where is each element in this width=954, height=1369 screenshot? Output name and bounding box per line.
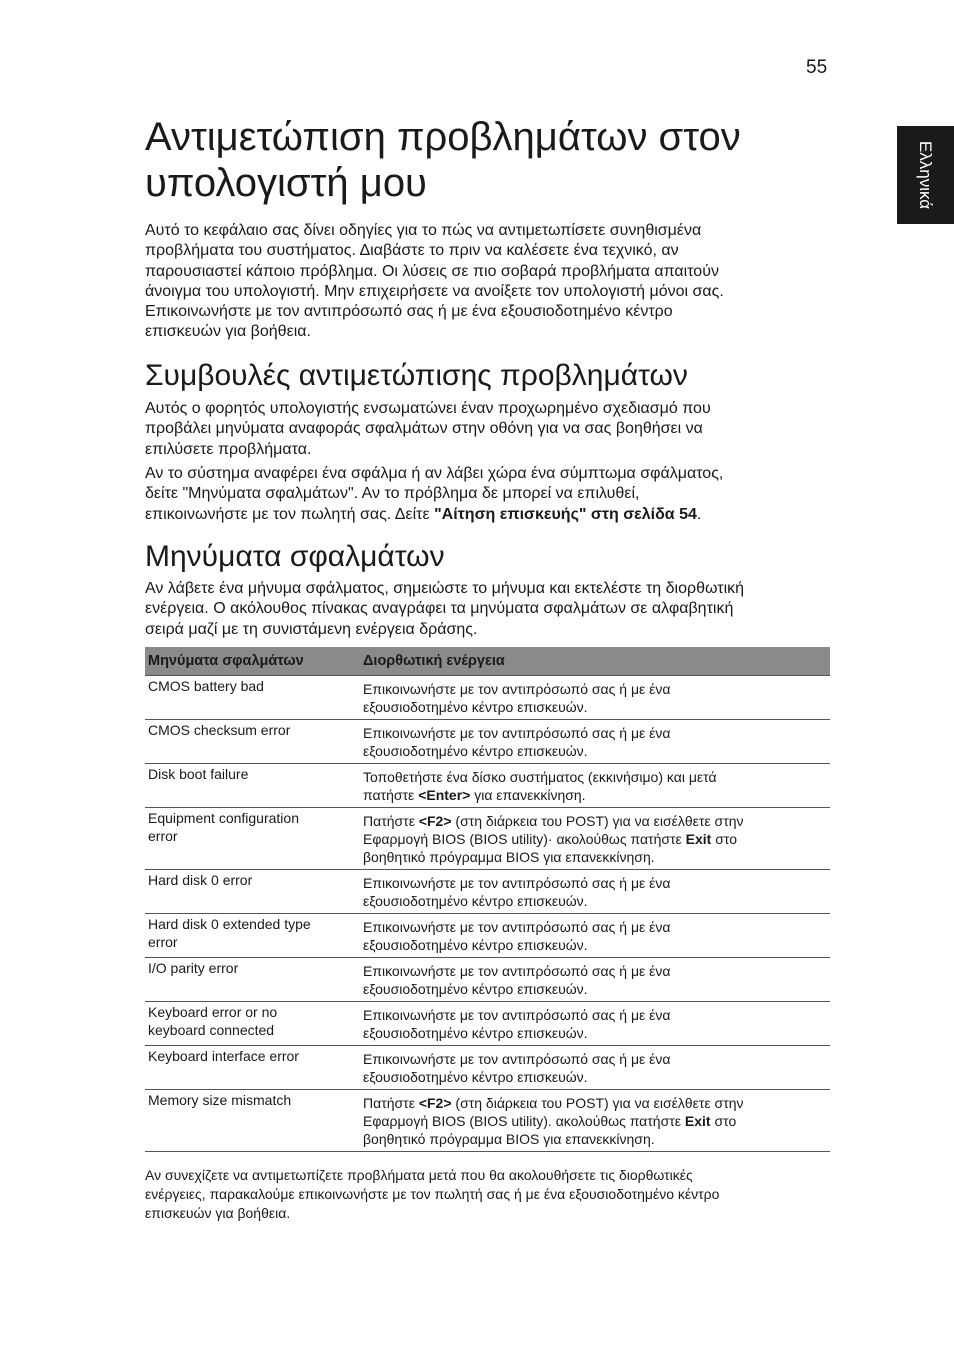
cross-reference-link[interactable]: "Αίτηση επισκευής" στη σελίδα 54 bbox=[434, 505, 697, 523]
error-message-cell bbox=[145, 1046, 348, 1090]
corrective-action-line bbox=[363, 812, 830, 830]
corrective-action-cell bbox=[348, 720, 830, 764]
action-text: Επικοινωνήστε με τον αντιπρόσωπό σας ή με ένα bbox=[363, 1007, 671, 1023]
action-text: εξουσιοδοτημένο κέντρο επισκευών. bbox=[363, 937, 588, 953]
paragraph-line: Αυτός ο φορητός υπολογιστής ενσωματώνει έναν προχωρημένο σχεδιασμό που bbox=[145, 400, 711, 417]
corrective-action-line bbox=[363, 1006, 830, 1024]
corrective-action-cell bbox=[348, 808, 830, 870]
error-message-text: error bbox=[148, 934, 178, 950]
action-text: Επικοινωνήστε με τον αντιπρόσωπό σας ή με ένα bbox=[363, 725, 671, 741]
paragraph-text: . bbox=[696, 505, 702, 523]
error-table-container bbox=[145, 647, 830, 1152]
corrective-action-cell bbox=[348, 958, 830, 1002]
table-row bbox=[145, 870, 830, 914]
error-message-text: Equipment configuration bbox=[148, 810, 299, 826]
corrective-action-line bbox=[363, 698, 830, 716]
corrective-action-cell bbox=[348, 1002, 830, 1046]
language-tab-label: Ελληνικά bbox=[916, 140, 935, 210]
action-text: για επανεκκίνηση. bbox=[470, 787, 586, 803]
action-text: εξουσιοδοτημένο κέντρο επισκευών. bbox=[363, 1025, 588, 1041]
corrective-action-line bbox=[363, 980, 830, 998]
key-name: Exit bbox=[685, 831, 712, 847]
table-row bbox=[145, 676, 830, 720]
footnote-line: επισκευών για βοήθεια. bbox=[145, 1205, 291, 1221]
action-text: βοηθητικό πρόγραμμα BIOS για επανεκκίνηση. bbox=[363, 1131, 655, 1147]
action-text: Επικοινωνήστε με τον αντιπρόσωπό σας ή με ένα bbox=[363, 963, 671, 979]
corrective-action-line bbox=[363, 874, 830, 892]
table-row bbox=[145, 720, 830, 764]
key-name: <F2> bbox=[418, 1095, 452, 1111]
footnote-line: ενέργειες, παρακαλούμε επικοινωνήστε με τον πωλητή σας ή με ένα εξουσιοδοτημένο κέντρο bbox=[145, 1186, 720, 1202]
table-row bbox=[145, 808, 830, 870]
corrective-action-cell bbox=[348, 1046, 830, 1090]
action-text: Επικοινωνήστε με τον αντιπρόσωπό σας ή με ένα bbox=[363, 919, 671, 935]
corrective-action-line bbox=[363, 892, 830, 910]
error-message-text: CMOS checksum error bbox=[148, 722, 291, 738]
corrective-action-cell bbox=[348, 764, 830, 808]
action-text: Τοποθετήστε ένα δίσκο συστήματος (εκκινήσιμο) και μετά bbox=[363, 769, 717, 785]
paragraph-line: Αν λάβετε ένα μήνυμα σφάλματος, σημειώστε το μήνυμα και εκτελέστε τη διορθωτική bbox=[145, 580, 745, 597]
error-message-cell bbox=[145, 1002, 348, 1046]
error-message-text: keyboard connected bbox=[148, 1022, 275, 1038]
error-message-cell bbox=[145, 914, 348, 958]
section-heading-tips: Συμβουλές αντιμετώπισης προβλημάτων bbox=[145, 359, 688, 392]
language-tab bbox=[897, 126, 954, 224]
table-header-action: Διορθωτική ενέργεια bbox=[348, 647, 830, 676]
corrective-action-line bbox=[363, 1068, 830, 1086]
corrective-action-line bbox=[363, 1024, 830, 1042]
action-text: βοηθητικό πρόγραμμα BIOS για επανεκκίνηση. bbox=[363, 849, 655, 865]
corrective-action-line bbox=[363, 1094, 830, 1112]
intro-paragraph bbox=[145, 221, 830, 343]
corrective-action-line bbox=[363, 786, 830, 804]
error-message-text: Keyboard interface error bbox=[148, 1048, 299, 1064]
error-message-cell bbox=[145, 870, 348, 914]
section-heading-error-messages: Μηνύματα σφαλμάτων bbox=[145, 540, 445, 573]
table-header-messages: Μηνύματα σφαλμάτων bbox=[145, 647, 348, 676]
page-title bbox=[145, 114, 830, 206]
table-body bbox=[145, 676, 830, 1152]
table-row bbox=[145, 1090, 830, 1152]
corrective-action-line bbox=[363, 742, 830, 760]
action-text: Εφαρμογή BIOS (BIOS utility)· ακολούθως πατήστε bbox=[363, 831, 686, 847]
corrective-action-line bbox=[363, 918, 830, 936]
corrective-action-line bbox=[363, 830, 830, 848]
action-text: Εφαρμογή BIOS (BIOS utility). ακολούθως πατήστε bbox=[363, 1113, 685, 1129]
paragraph-line: επιλύσετε προβλήματα. bbox=[145, 440, 312, 458]
intro-line: Επικοινωνήστε με τον αντιπρόσωπό σας ή με ένα εξουσιοδοτημένο κέντρο bbox=[145, 303, 673, 321]
paragraph-line: δείτε "Μηνύματα σφαλμάτων". Αν το πρόβλημα δε μπορεί να επιλυθεί, bbox=[145, 485, 640, 503]
footnote bbox=[145, 1166, 830, 1223]
corrective-action-line bbox=[363, 962, 830, 980]
key-name: <F2> bbox=[418, 813, 452, 829]
page-title-line-1: Αντιμετώπιση προβλημάτων στον bbox=[145, 115, 741, 159]
intro-line: επισκευών για βοήθεια. bbox=[145, 323, 311, 341]
corrective-action-line bbox=[363, 768, 830, 786]
error-message-text: Hard disk 0 extended type bbox=[148, 916, 311, 932]
action-text: Επικοινωνήστε με τον αντιπρόσωπό σας ή με ένα bbox=[363, 681, 671, 697]
intro-line: άνοιγμα του υπολογιστή. Μην επιχειρήσετε να ανοίξετε τον υπολογιστή μόνοι σας. bbox=[145, 282, 724, 300]
error-message-text: Memory size mismatch bbox=[148, 1092, 292, 1108]
error-message-text: Hard disk 0 error bbox=[148, 872, 253, 888]
corrective-action-line bbox=[363, 848, 830, 866]
action-text: στο bbox=[711, 831, 738, 847]
error-message-text: Keyboard error or no bbox=[148, 1004, 278, 1020]
paragraph-line: προβάλει μηνύματα αναφοράς σφαλμάτων στην οθόνη για να σας βοηθήσει να bbox=[145, 420, 703, 438]
action-text: εξουσιοδοτημένο κέντρο επισκευών. bbox=[363, 981, 588, 997]
intro-line: Αυτό το κεφάλαιο σας δίνει οδηγίες για το πώς να αντιμετωπίσετε συνηθισμένα bbox=[145, 222, 702, 239]
error-message-text: error bbox=[148, 828, 178, 844]
action-text: εξουσιοδοτημένο κέντρο επισκευών. bbox=[363, 743, 588, 759]
action-text: (στη διάρκεια του POST) για να εισέλθετε στην bbox=[451, 1095, 744, 1111]
action-text: εξουσιοδοτημένο κέντρο επισκευών. bbox=[363, 1069, 588, 1085]
error-message-text: CMOS battery bad bbox=[148, 678, 264, 694]
paragraph-line: ενέργεια. Ο ακόλουθος πίνακας αναγράφει τα μηνύματα σφαλμάτων σε αλφαβητική bbox=[145, 600, 734, 618]
corrective-action-line bbox=[363, 680, 830, 698]
key-name: Exit bbox=[684, 1113, 711, 1129]
error-message-text: Disk boot failure bbox=[148, 766, 249, 782]
tips-paragraph-1 bbox=[145, 399, 830, 460]
corrective-action-cell bbox=[348, 1090, 830, 1152]
action-text: πατήστε bbox=[363, 787, 419, 803]
error-message-text: I/O parity error bbox=[148, 960, 239, 976]
corrective-action-line bbox=[363, 1050, 830, 1068]
table-header-row bbox=[145, 647, 830, 676]
paragraph-line: Αν το σύστημα αναφέρει ένα σφάλμα ή αν λάβει χώρα ένα σύμπτωμα σφάλματος, bbox=[145, 465, 724, 482]
error-message-cell bbox=[145, 720, 348, 764]
footnote-line: Αν συνεχίζετε να αντιμετωπίζετε προβλήματα μετά που θα ακολουθήσετε τις διορθωτικές bbox=[145, 1167, 693, 1183]
table-row bbox=[145, 1046, 830, 1090]
intro-line: παρουσιαστεί κάποιο πρόβλημα. Οι λύσεις σε πιο σοβαρά προβλήματα απαιτούν bbox=[145, 262, 719, 280]
corrective-action-cell bbox=[348, 676, 830, 720]
corrective-action-line bbox=[363, 1130, 830, 1148]
paragraph-line bbox=[145, 505, 830, 525]
action-text: Πατήστε bbox=[363, 813, 419, 829]
error-message-cell bbox=[145, 1090, 348, 1152]
error-message-cell bbox=[145, 676, 348, 720]
error-messages-paragraph bbox=[145, 579, 830, 640]
paragraph-text: επικοινωνήστε με τον πωλητή σας. Δείτε bbox=[145, 505, 435, 523]
action-text: Επικοινωνήστε με τον αντιπρόσωπό σας ή με ένα bbox=[363, 1051, 671, 1067]
table-row bbox=[145, 914, 830, 958]
action-text: εξουσιοδοτημένο κέντρο επισκευών. bbox=[363, 699, 588, 715]
table-row bbox=[145, 958, 830, 1002]
error-messages-table bbox=[145, 647, 830, 1152]
corrective-action-cell bbox=[348, 870, 830, 914]
key-name: <Enter> bbox=[418, 787, 471, 803]
page-title-line-2: υπολογιστή μου bbox=[145, 161, 427, 205]
corrective-action-line bbox=[363, 1112, 830, 1130]
intro-line: προβλήματα του συστήματος. Διαβάστε το πριν να καλέσετε ένα τεχνικό, αν bbox=[145, 242, 679, 260]
action-text: (στη διάρκεια του POST) για να εισέλθετε στην bbox=[451, 813, 744, 829]
error-message-cell bbox=[145, 764, 348, 808]
page-number: 55 bbox=[806, 57, 828, 78]
paragraph-line: σειρά μαζί με τη συνιστάμενη ενέργεια δράσης. bbox=[145, 620, 478, 638]
corrective-action-cell bbox=[348, 914, 830, 958]
action-text: εξουσιοδοτημένο κέντρο επισκευών. bbox=[363, 893, 588, 909]
table-row bbox=[145, 1002, 830, 1046]
action-text: στο bbox=[710, 1113, 737, 1129]
action-text: Πατήστε bbox=[363, 1095, 419, 1111]
table-row bbox=[145, 764, 830, 808]
error-message-cell bbox=[145, 958, 348, 1002]
tips-paragraph-2 bbox=[145, 464, 830, 525]
corrective-action-line bbox=[363, 724, 830, 742]
corrective-action-line bbox=[363, 936, 830, 954]
error-message-cell bbox=[145, 808, 348, 870]
action-text: Επικοινωνήστε με τον αντιπρόσωπό σας ή με ένα bbox=[363, 875, 671, 891]
